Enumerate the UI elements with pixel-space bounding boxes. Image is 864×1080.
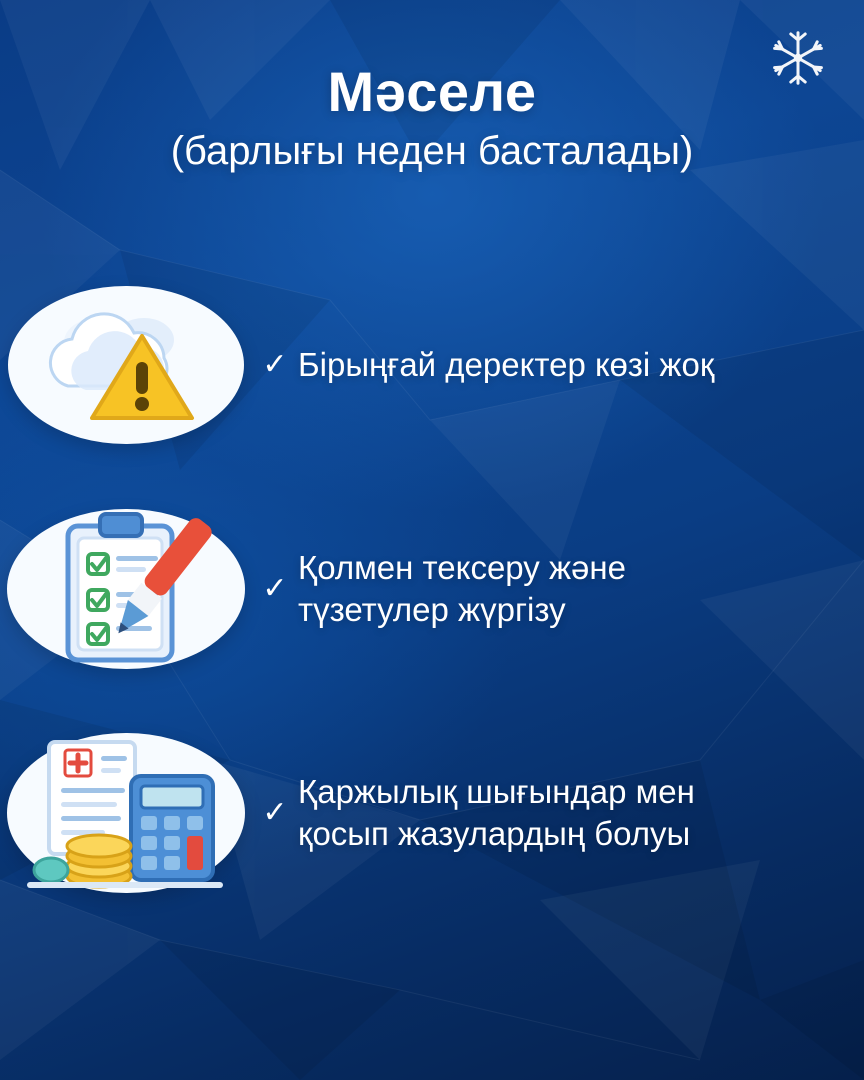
page-subtitle: (барлығы неден басталады) (170, 129, 694, 174)
page-title: Мәселе (327, 60, 537, 123)
list-item (0, 258, 864, 472)
check-icon: ✓ (262, 796, 288, 829)
icon-wrapper (0, 733, 252, 893)
list-item (0, 706, 864, 920)
clipboard-pen-icon (26, 504, 226, 674)
icon-oval-background (7, 733, 245, 893)
list-item-label: Қаржылық шығындар мен қосып жазулардың болуы (298, 773, 695, 852)
icon-wrapper (0, 509, 252, 669)
headline (0, 62, 864, 174)
calculator-coins-icon (21, 728, 231, 898)
list-item-label: Бірыңғай деректер көзі жоқ (298, 346, 715, 384)
problem-list (0, 258, 864, 930)
check-icon: ✓ (262, 572, 288, 605)
check-icon: ✓ (262, 348, 288, 381)
icon-oval-background (7, 509, 245, 669)
list-item-label: Қолмен тексеру және түзетулер жүргізу (298, 549, 626, 628)
icon-wrapper (0, 286, 252, 444)
cloud-warning-icon (26, 300, 226, 430)
list-item (0, 482, 864, 696)
icon-oval-background (8, 286, 244, 444)
